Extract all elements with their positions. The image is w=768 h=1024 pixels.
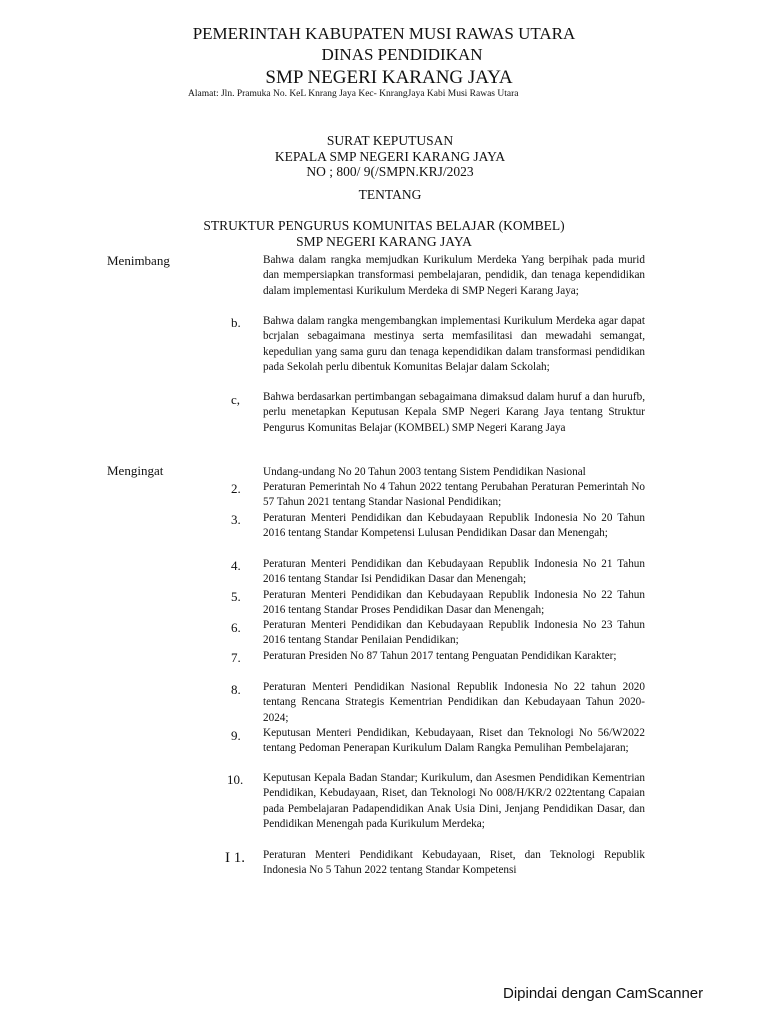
mengingat-num: 6.: [231, 620, 241, 635]
mengingat-num: 10.: [227, 772, 244, 787]
mengingat-num: 9.: [231, 728, 241, 743]
mengingat-num: I 1.: [225, 850, 245, 866]
menimbang-num: c,: [231, 392, 241, 407]
mengingat-item: Keputusan Menteri Pendidikan, Kebudayaan, Riset dan Teknologi No 56/W2022 tentang Pedoman Penerapan Kurikulum Dalam Rangka Pemulihan Pembelajaran;: [263, 727, 645, 755]
letterhead-address: Alamat: Jln. Pramuka No. KeL Knrang Jaya Kec- KnrangJaya Kabi Musi Rawas Utara: [188, 89, 519, 99]
mengingat-item: Peraturan Pemerintah No 4 Tahun 2022 tentang Perubahan Peraturan Pemerintah No 57 Tahun 2021 tentang Standar Nasional Pendidikan;: [263, 481, 645, 509]
mengingat-item: Peraturan Menteri Pendidikan dan Kebudayaan Republik Indonesia No 21 Tahun 2016 tentang Standar Isi Pendidikan Dasar dan Menengah;: [263, 558, 645, 586]
mengingat-item: Peraturan Presiden No 87 Tahun 2017 tentang Penguatan Pendidikan Karakter;: [263, 650, 617, 662]
letterhead-school: SMP NEGERI KARANG JAYA: [265, 67, 513, 88]
decree-subject: STRUKTUR PENGURUS KOMUNITAS BELAJAR (KOMBEL): [203, 218, 565, 233]
mengingat-num: 2.: [231, 481, 241, 496]
mengingat-item: Peraturan Menteri Pendidikan dan Kebudayaan Republik Indonesia No 20 Tahun 2016 tentang Standar Kompetensi Lulusan Pendidikan Dasar dan Menengah;: [263, 512, 645, 540]
decree-subject-school: SMP NEGERI KARANG JAYA: [296, 234, 472, 249]
menimbang-item: Bahwa berdasarkan pertimbangan sebagaimana dimaksud dalam huruf a dan hurufb, perlu menetapkan Keputusan Kepala SMP Negeri Karang Jaya tentang Struktur Pengurus Komunitas Belajar (KOMBEL) SMP Negeri Karang Jaya: [263, 391, 645, 434]
mengingat-item: Peraturan Menteri Pendidikan Nasional Republik Indonesia No 22 tahun 2020 tentang Rencana Strategis Kementrian Pendidikan dan Kebudayaan Tahun 2020-2024;: [263, 681, 645, 724]
mengingat-item: Peraturan Menteri Pendidikan dan Kebudayaan Republik Indonesia No 23 Tahun 2016 tentang Standar Penilaian Pendidikan;: [263, 619, 645, 647]
mengingat-item: Peraturan Menteri Pendidikant Kebudayaan, Riset, dan Teknologi Republik Indonesia No 5 Tahun 2022 tentang Standar Kompetensi: [263, 849, 645, 877]
menimbang-num: b.: [231, 315, 241, 330]
letterhead-agency: DINAS PENDIDIKAN: [321, 45, 483, 64]
mengingat-num: 8.: [231, 682, 241, 697]
mengingat-item: Keputusan Kepala Badan Standar; Kurikulum, dan Asesmen Pendidikan Kementrian Pendidikan, Kebudayaan, Riset, dan Teknologi No 008/H/KR/2 022tentang Capaian pada Pembelajaran Padapendidikan Anak Usia Dini, Jenjang Pendidikan Dasar, dan Pendidikan Menengah pada Kurikulum Merdeka;: [263, 772, 645, 831]
menimbang-item: Bahwa dalam rangka mengembangkan implementasi Kurikulum Merdeka agar dapat bcrjalan sebagaimana mestinya serta memfasilitasi dan mewadahi semangat, kepedulian yang sama guru dan tenaga kependidikan dalam transformasi pendidikan pada Sekolah perlu dibentuk Komunitas Belajar dalam Sckolah;: [263, 315, 645, 374]
mengingat-num: 5.: [231, 589, 241, 604]
letterhead-government: PEMERINTAH KABUPATEN MUSI RAWAS UTARA: [192, 24, 576, 43]
camscanner-watermark: Dipindai dengan CamScanner: [503, 985, 704, 1002]
decree-issuer: KEPALA SMP NEGERI KARANG JAYA: [274, 149, 506, 164]
decree-number: NO ; 800/ 9(/SMPN.KRJ/2023: [306, 164, 474, 179]
mengingat-item: Peraturan Menteri Pendidikan dan Kebudayaan Republik Indonesia No 22 Tahun 2016 tentang Standar Proses Pendidikan Dasar dan Menengah;: [263, 589, 645, 617]
mengingat-num: 3.: [231, 512, 241, 527]
mengingat-item: Undang-undang No 20 Tahun 2003 tentang Sistem Pendidikan Nasional: [263, 466, 586, 478]
mengingat-label: Mengingat: [107, 463, 164, 478]
decree-title: SURAT KEPUTUSAN: [326, 133, 454, 148]
mengingat-num: 4.: [231, 558, 241, 573]
mengingat-num: 7.: [231, 650, 241, 665]
menimbang-item: Bahwa dalam rangka memjudkan Kurikulum Merdeka Yang berpihak pada murid dan mempersiapkan transformasi pembelajaran, pendidik, dan tenaga kependidikan dalam implementasi Kurikulum Merdeka di SMP Negeri Karang Jaya;: [263, 254, 645, 297]
menimbang-label: Menimbang: [107, 253, 170, 268]
decree-about: TENTANG: [358, 187, 422, 202]
